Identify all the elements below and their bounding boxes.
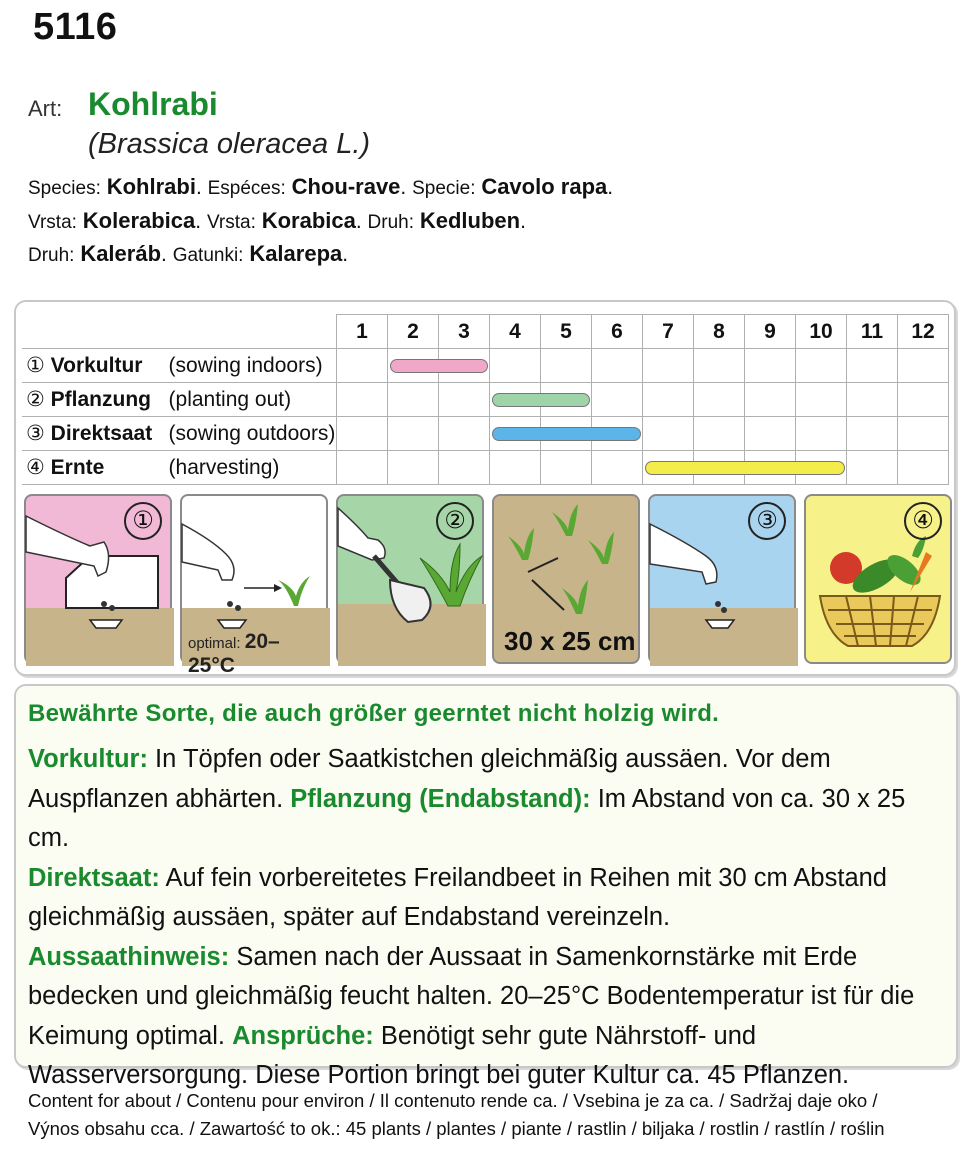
month-5: 5 [541, 315, 592, 349]
step-1-badge: ① [124, 502, 162, 540]
row-desc: (planting out) [168, 388, 292, 411]
species-key: Species: [28, 178, 101, 199]
row-desc: (harvesting) [168, 456, 280, 479]
icon-box-spacing [492, 494, 640, 664]
row-number: ② [26, 388, 45, 411]
pflanzung-text: Im Abstand von ca. 30 x 25 cm. [28, 784, 906, 852]
step-3-badge: ③ [748, 502, 786, 540]
month-4: 4 [490, 315, 541, 349]
step-2-badge: ② [436, 502, 474, 540]
month-7: 7 [643, 315, 694, 349]
calendar-row-direktsaat [22, 417, 949, 451]
icon-box-germination [180, 494, 328, 677]
species-value: Chou-rave [291, 174, 401, 199]
ansprueche-text: Benötigt sehr gute Nährstoff- und Wasserversorgung. Diese Portion bringt bei guter Kultur ca. 45 Pflanzen. [28, 1021, 850, 1089]
row-label [22, 417, 337, 451]
vorkultur-label: Vorkultur: [28, 745, 148, 773]
species-value: Kaleráb [80, 241, 162, 266]
aussaat-label: Aussaathinweis: [28, 942, 230, 971]
species-key: Druh: [28, 245, 75, 266]
content-info-line-2: Výnos obsahu cca. / Zawartość to ok.: 45 plants / plantes / piante / rastlin / biljaka / rostlin / rastlín / roślin [28, 1118, 885, 1139]
content-info-line-1: Content for about / Contenu pour environ / Il contenuto rende ca. / Vsebina je za ca. / Sadržaj daje oko / [28, 1090, 878, 1111]
product-code: 5116 [33, 6, 118, 48]
calendar-bar-ernte [645, 461, 845, 475]
row-number: ③ [26, 422, 45, 445]
headline: Bewährte Sorte, die auch größer geerntet nicht holzig wird. [28, 700, 720, 727]
species-key: Specie: [412, 178, 476, 199]
species-key: Druh: [367, 212, 414, 233]
direktsaat-label: Direktsaat: [28, 863, 160, 892]
art-label: Art: [28, 96, 63, 121]
species-key: Vrsta: [28, 212, 77, 233]
row-label [22, 451, 337, 485]
plant-spacing: 30 x 25 cm [504, 626, 636, 656]
optimal-label: optimal: [188, 635, 241, 652]
species-value: Korabica [261, 208, 356, 233]
description-body [28, 740, 952, 1096]
calendar-bar-vorkultur [390, 359, 488, 373]
species-value: Kalarepa [249, 241, 343, 266]
vorkultur-text: In Töpfen oder Saatkistchen gleichmäßig aussäen. Vor dem Auspflanzen abhärten. [28, 745, 831, 813]
row-name: Pflanzung [50, 388, 151, 411]
species-line-2: Vrsta: Kolerabica. Vrsta: Korabica. Druh: Kedluben. [28, 208, 526, 233]
calendar-row-pflanzung [22, 383, 949, 417]
month-12: 12 [898, 315, 949, 349]
calendar-bar-direktsaat [492, 427, 641, 441]
month-1: 1 [337, 315, 388, 349]
row-desc: (sowing outdoors) [168, 422, 336, 445]
month-8: 8 [694, 315, 745, 349]
row-label [22, 383, 337, 417]
species-value: Kolerabica [82, 208, 196, 233]
optimal-temperature [188, 630, 326, 678]
calendar-corner [22, 315, 337, 349]
species-value: Cavolo rapa [481, 174, 608, 199]
calendar-header-row [22, 315, 949, 349]
species-value: Kohlrabi [106, 174, 196, 199]
calendar-bar-pflanzung [492, 393, 590, 407]
species-line-3: Druh: Kaleráb. Gatunki: Kalarepa. [28, 241, 349, 266]
art-name: Kohlrabi [88, 86, 218, 122]
ansprueche-label: Ansprüche: [232, 1021, 374, 1050]
aussaat-text: Samen nach der Aussaat in Samenkornstärke mit Erde bedecken und gleichmäßig feucht halten. 20–25°C Bodentemperatur ist für die Keimung optimal. [28, 942, 915, 1050]
icon-box-harvesting [804, 494, 952, 664]
sowing-calendar [22, 314, 949, 485]
row-desc: (sowing indoors) [168, 354, 323, 377]
month-3: 3 [439, 315, 490, 349]
month-10: 10 [796, 315, 847, 349]
icon-box-sowing-indoors [24, 494, 172, 664]
month-6: 6 [592, 315, 643, 349]
month-11: 11 [847, 315, 898, 349]
month-2: 2 [388, 315, 439, 349]
optimal-temp: 20–25°C [188, 630, 280, 677]
row-label [22, 349, 337, 383]
species-value: Kedluben [419, 208, 521, 233]
direktsaat-text: Auf fein vorbereitetes Freilandbeet in Reihen mit 30 cm Abstand gleichmäßig aussäen, später auf Endabstand vereinzeln. [28, 863, 887, 931]
pflanzung-label: Pflanzung (Endabstand): [290, 784, 591, 813]
row-name: Direktsaat [50, 422, 153, 445]
latin-name: (Brassica oleracea L.) [88, 128, 371, 160]
row-name: Vorkultur [50, 354, 143, 377]
icon-box-sowing-outdoors [648, 494, 796, 664]
species-key: Vrsta: [206, 212, 256, 233]
species-key: Gatunki: [172, 245, 244, 266]
month-9: 9 [745, 315, 796, 349]
step-4-badge: ④ [904, 502, 942, 540]
icon-box-planting-out [336, 494, 484, 664]
row-number: ④ [26, 456, 45, 479]
row-name: Ernte [50, 456, 105, 479]
species-line-1: Species: Kohlrabi. Espéces: Chou-rave. Specie: Cavolo rapa. [28, 174, 614, 199]
row-number: ① [26, 354, 45, 377]
species-key: Espéces: [207, 178, 286, 199]
